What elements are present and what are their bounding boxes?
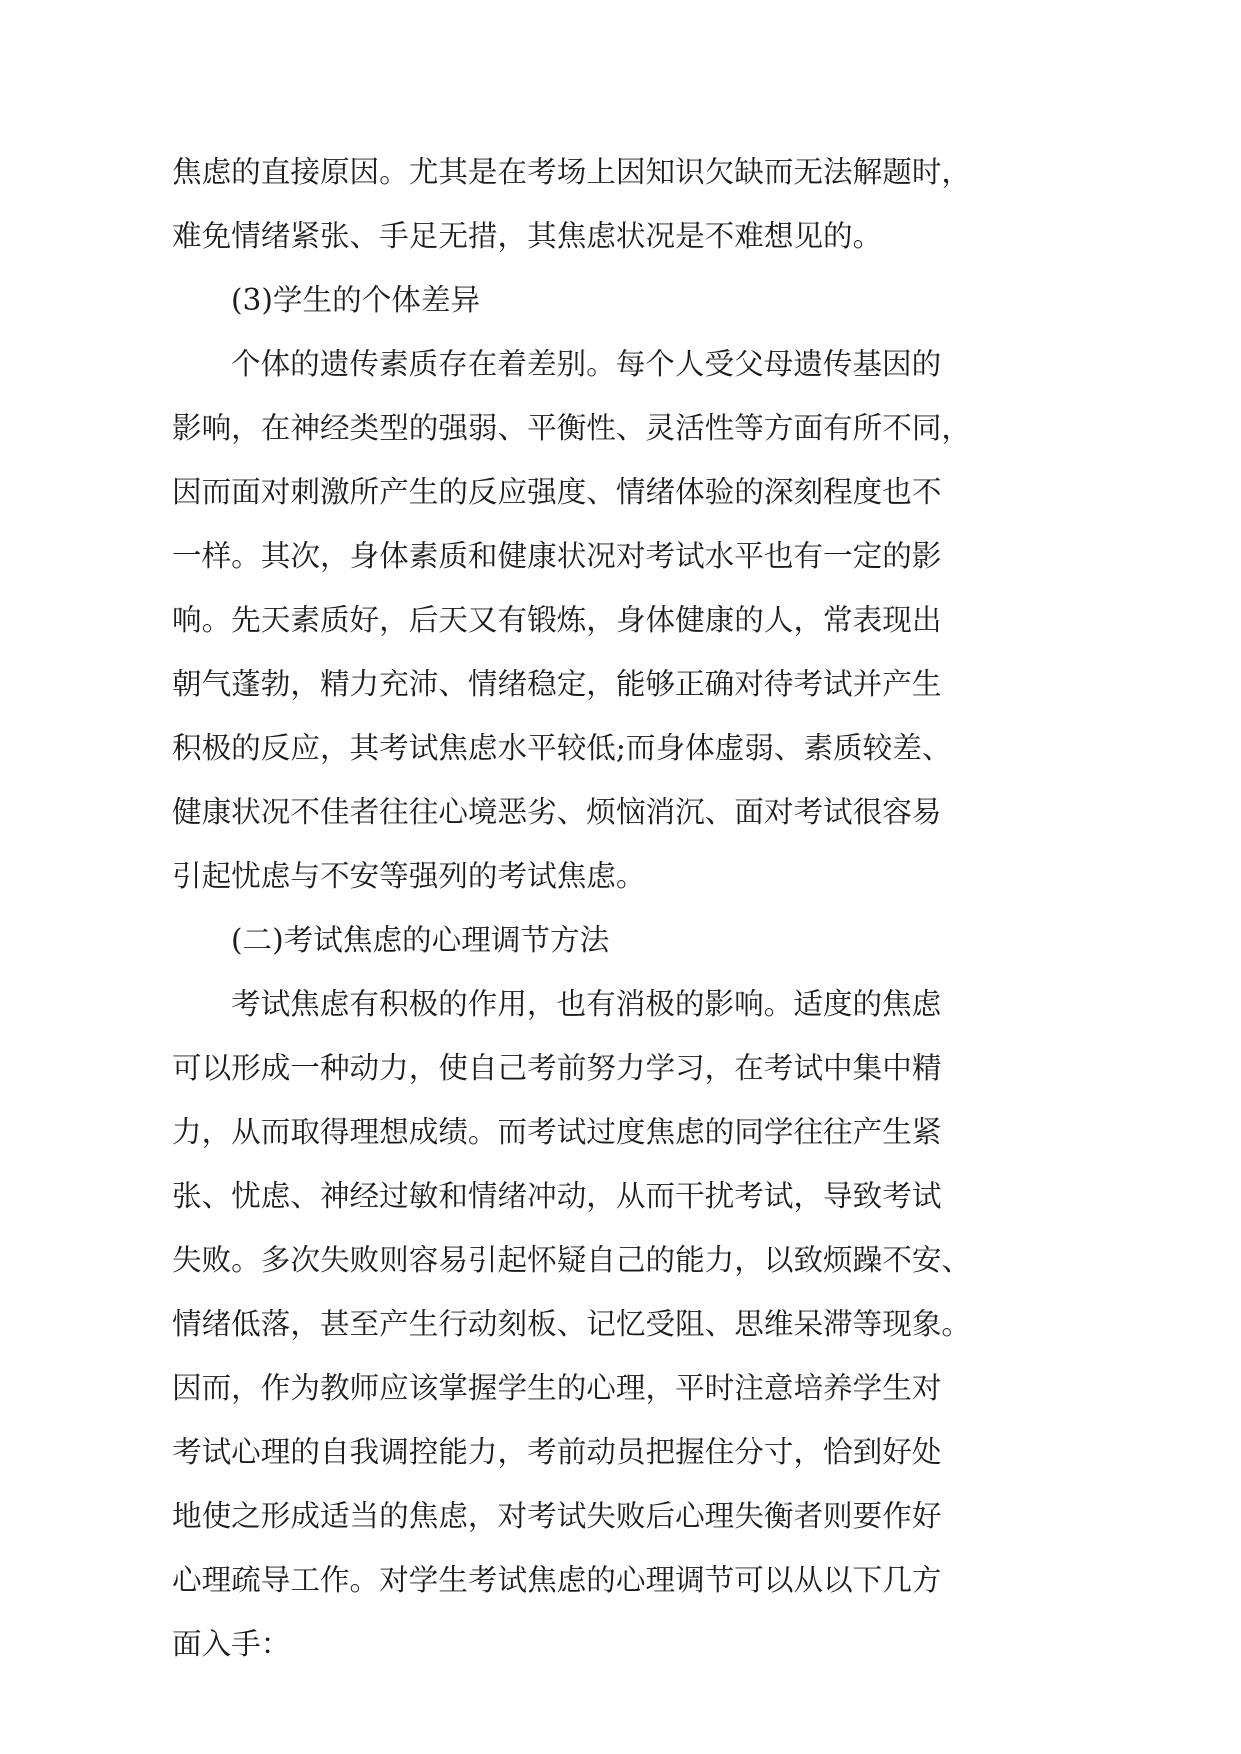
paragraph-line: 考试心理的自我调控能力，考前动员把握住分寸，恰到好处 <box>172 1435 942 1469</box>
paragraph-line: 心理疏导工作。对学生考试焦虑的心理调节可以从以下几方 <box>172 1563 942 1597</box>
paragraph-line: 因而，作为教师应该掌握学生的心理，平时注意培养学生对 <box>172 1371 942 1405</box>
paragraph-line: 因而面对刺激所产生的反应强度、情绪体验的深刻程度也不 <box>172 475 942 509</box>
paragraph-line: 影响，在神经类型的强弱、平衡性、灵活性等方面有所不同， <box>172 411 972 445</box>
paragraph-line: 难免情绪紧张、手足无措，其焦虑状况是不难想见的。 <box>172 219 883 253</box>
part-2-heading: (二)考试焦虑的心理调节方法 <box>231 923 610 957</box>
paragraph-line: 焦虑的直接原因。尤其是在考场上因知识欠缺而无法解题时， <box>172 155 972 189</box>
paragraph-line: 考试焦虑有积极的作用，也有消极的影响。适度的焦虑 <box>231 987 942 1021</box>
paragraph-line: 情绪低落，甚至产生行动刻板、记忆受阻、思维呆滞等现象。 <box>172 1307 972 1341</box>
paragraph-line: 面入手： <box>172 1627 291 1661</box>
paragraph-line: 健康状况不佳者往往心境恶劣、烦恼消沉、面对考试很容易 <box>172 795 942 829</box>
paragraph-line: 响。先天素质好，后天又有锻炼，身体健康的人，常表现出 <box>172 603 942 637</box>
paragraph-line: 力，从而取得理想成绩。而考试过度焦虑的同学往往产生紧 <box>172 1115 942 1149</box>
paragraph-line: 一样。其次，身体素质和健康状况对考试水平也有一定的影 <box>172 539 942 573</box>
paragraph-line: 可以形成一种动力，使自己考前努力学习，在考试中集中精 <box>172 1051 942 1085</box>
paragraph-line: 引起忧虑与不安等强列的考试焦虑。 <box>172 859 646 893</box>
section-3-heading: (3)学生的个体差异 <box>231 283 481 317</box>
paragraph-line: 张、忧虑、神经过敏和情绪冲动，从而干扰考试，导致考试 <box>172 1179 942 1213</box>
paragraph-line: 失败。多次失败则容易引起怀疑自己的能力，以致烦躁不安、 <box>172 1243 972 1277</box>
paragraph-line: 地使之形成适当的焦虑，对考试失败后心理失衡者则要作好 <box>172 1499 942 1533</box>
paragraph-line: 朝气蓬勃，精力充沛、情绪稳定，能够正确对待考试并产生 <box>172 667 942 701</box>
paragraph-line: 积极的反应，其考试焦虑水平较低;而身体虚弱、素质较差、 <box>172 731 952 765</box>
paragraph-line: 个体的遗传素质存在着差别。每个人受父母遗传基因的 <box>231 347 942 381</box>
